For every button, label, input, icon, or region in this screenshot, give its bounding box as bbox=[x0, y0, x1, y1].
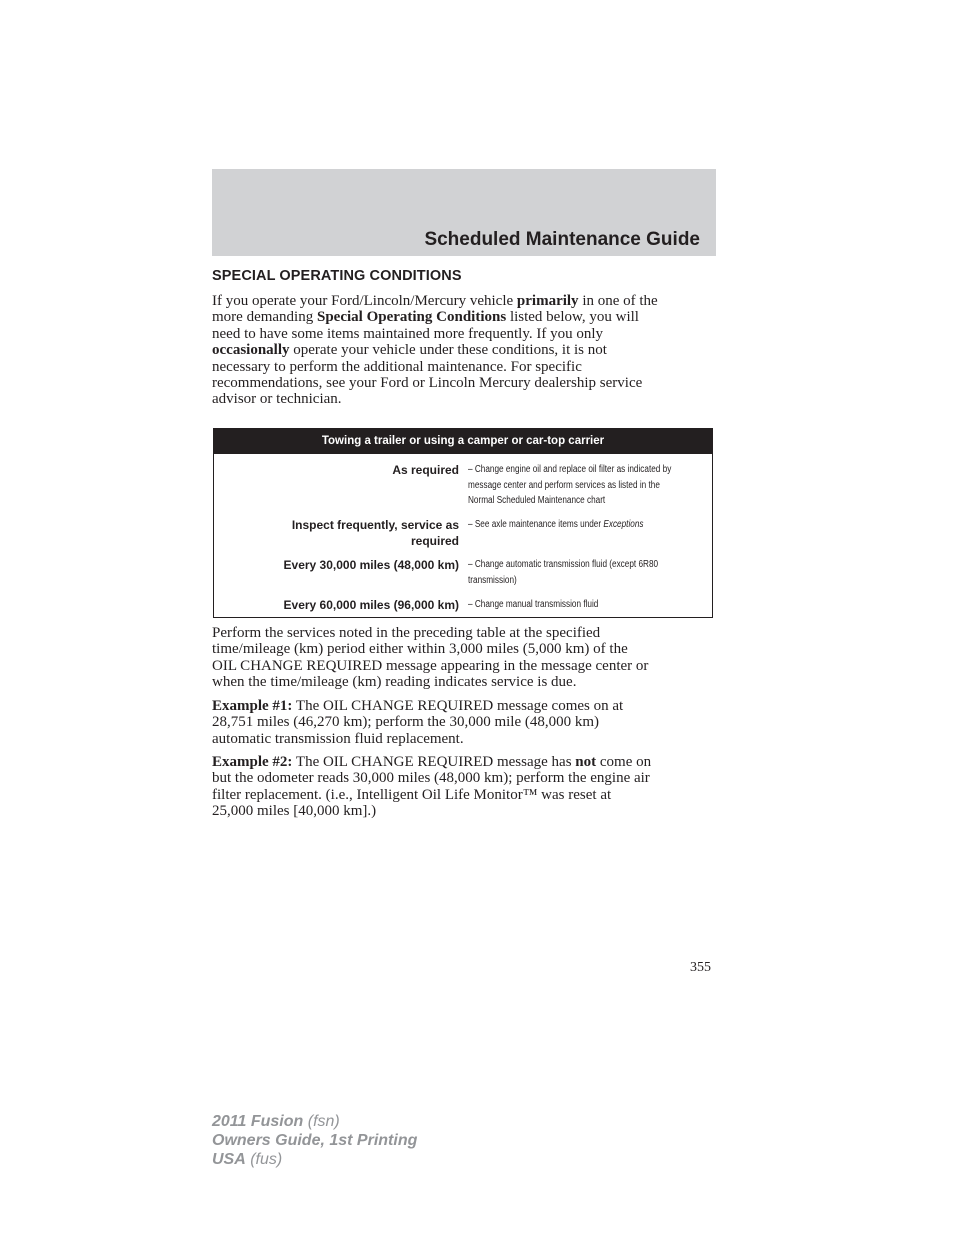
intro-paragraph: If you operate your Ford/Lincoln/Mercury vehicle primarily in one of the more demanding Special Operating Conditions listed below, you will need to have some items maintained more frequently. If you only occasionally operate your vehicle under these conditions, it is not necessary to perform the additional maintenance. For specific recommendations, see your Ford or Lincoln Mercury dealership service advisor or technician. bbox=[212, 293, 658, 408]
table-title: Towing a trailer or using a camper or car-top carrier bbox=[214, 429, 712, 454]
service-description: – See axle maintenance items under Exceptions bbox=[468, 519, 644, 530]
section-header-band bbox=[212, 169, 716, 256]
example-1-paragraph: Example #1: The OIL CHANGE REQUIRED message comes on at 28,751 miles (46,270 km); perform the 30,000 mile (48,000 km) automatic transmission fluid replacement. bbox=[212, 698, 624, 747]
towing-conditions-table bbox=[213, 428, 713, 618]
interval-label: Every 30,000 miles (48,000 km) bbox=[283, 558, 459, 572]
chapter-title: Scheduled Maintenance Guide bbox=[424, 229, 700, 250]
service-description: – Change automatic transmission fluid (except 6R80 transmission) bbox=[468, 559, 659, 586]
perform-paragraph: Perform the services noted in the preceding table at the specified time/mileage (km) period either within 3,000 miles (5,000 km) of the OIL CHANGE REQUIRED message appearing in the message center or when the time/mileage (km) reading indicates service is due. bbox=[212, 625, 649, 691]
page-number: 355 bbox=[690, 960, 711, 975]
example-2-paragraph: Example #2: The OIL CHANGE REQUIRED message has not come on but the odometer reads 30,000 miles (48,000 km); perform the engine air filter replacement. (i.e., Intelligent Oil Life Monitor™ was reset at 25,000 miles [40,000 km].) bbox=[212, 754, 652, 820]
interval-label: Every 60,000 miles (96,000 km) bbox=[283, 598, 459, 612]
service-description: – Change engine oil and replace oil filter as indicated by message center and perform services as listed in the Normal Scheduled Maintenance chart bbox=[468, 464, 672, 506]
document-footer: 2011 Fusion (fsn) Owners Guide, 1st Printing USA (fus) bbox=[212, 1113, 418, 1168]
interval-label: Inspect frequently, service as required bbox=[291, 518, 459, 548]
service-description: – Change manual transmission fluid bbox=[468, 599, 599, 610]
interval-label: As required bbox=[392, 463, 459, 477]
section-heading: SPECIAL OPERATING CONDITIONS bbox=[212, 268, 462, 284]
